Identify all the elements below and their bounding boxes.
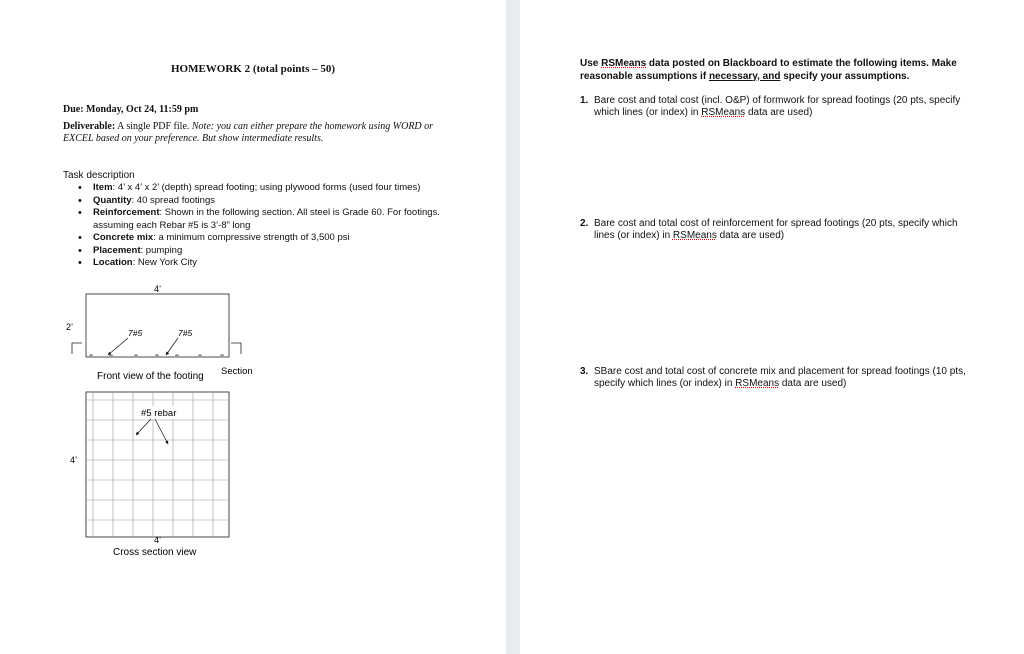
deliverable-text: A single PDF file. bbox=[115, 121, 192, 132]
deliverable-note: Note: you can either prepare the homework using WORD or EXCEL based on your preference. But show intermediate results. bbox=[63, 121, 434, 144]
intro-text: data posted on Blackboard to estimate the following items. Make reasonable assumptions if bbox=[580, 58, 957, 82]
task-item-text: : pumping bbox=[140, 244, 183, 256]
cross-side-label: 4’ bbox=[70, 455, 78, 465]
task-item-label: Item bbox=[93, 182, 113, 193]
task-item-text: : a minimum compressive strength of 3,500 psi bbox=[153, 232, 350, 243]
right-page bbox=[520, 0, 1024, 654]
task-item bbox=[78, 207, 458, 232]
task-item-label: Placement bbox=[93, 244, 141, 256]
task-list bbox=[78, 182, 458, 270]
rebar-dot bbox=[198, 354, 202, 358]
intro-text: Use bbox=[580, 58, 602, 69]
rebar-dot bbox=[155, 354, 159, 358]
intro-rsmeans: RSMeans bbox=[601, 58, 647, 69]
rebar-label-left: 7#5 bbox=[128, 328, 143, 338]
question-2 bbox=[580, 218, 970, 242]
cross-section-caption: Cross section view bbox=[113, 547, 197, 558]
task-item-text: : Shown in the following section. All steel is Grade 60. For footings. assuming each Rebar #5 is 3’-8” long bbox=[93, 207, 440, 231]
front-view bbox=[66, 284, 253, 382]
section-marker-left bbox=[72, 343, 82, 354]
question-text bbox=[580, 95, 970, 119]
task-item bbox=[78, 195, 458, 208]
question-text-part: data are used) bbox=[779, 378, 847, 389]
question-text-part: Bare cost and total cost of reinforcement for spread footings (20 pts, specify which lines (or index) in bbox=[594, 218, 958, 241]
footing-diagrams bbox=[0, 280, 506, 580]
rebar-label-right: 7#5 bbox=[178, 328, 193, 338]
task-description-heading: Task description bbox=[63, 170, 135, 181]
front-view-caption: Front view of the footing bbox=[97, 371, 204, 382]
intro-text: specify your assumptions. bbox=[780, 70, 910, 82]
left-page bbox=[0, 0, 506, 654]
rebar-dot bbox=[109, 354, 113, 358]
question-number: 1. bbox=[580, 95, 589, 106]
question-number: 2. bbox=[580, 218, 589, 229]
task-item-label: Location bbox=[93, 257, 133, 268]
question-text-part: Bare cost and total cost (incl. O&P) of formwork for spread footings (20 pts, specify which lines (or index) in bbox=[594, 95, 961, 118]
question-text bbox=[580, 366, 970, 390]
task-item bbox=[78, 182, 458, 195]
task-item bbox=[78, 245, 458, 258]
deliverable-paragraph bbox=[63, 121, 458, 145]
cross-bottom-label: 4’ bbox=[154, 535, 162, 545]
question-number: 3. bbox=[580, 366, 589, 377]
deliverable-label: Deliverable: bbox=[63, 121, 116, 132]
due-date: Due: Monday, Oct 24, 11:59 pm bbox=[63, 104, 199, 115]
task-item bbox=[78, 232, 458, 245]
task-item-text: : 4’ x 4’ x 2’ (depth) spread footing; using plywood forms (used four times) bbox=[112, 182, 421, 193]
task-item-label: Reinforcement bbox=[93, 207, 160, 218]
rebar-dot bbox=[220, 354, 224, 358]
question-rsmeans: RSMeans bbox=[735, 378, 780, 389]
homework-title: HOMEWORK 2 (total points – 50) bbox=[170, 63, 336, 75]
question-text bbox=[580, 218, 970, 242]
question-text-part: SBare cost and total cost of concrete mix and placement for spread footings (10 pts, specify which lines (or index) in bbox=[594, 366, 966, 389]
cross-section-view bbox=[70, 392, 229, 558]
intro-necessary: necessary, and bbox=[708, 70, 781, 82]
question-rsmeans: RSMeans bbox=[701, 107, 746, 118]
section-label: Section bbox=[221, 366, 253, 377]
task-item-label: Quantity bbox=[93, 194, 132, 206]
question-text-part: data are used) bbox=[745, 107, 813, 118]
task-item-text: : New York City bbox=[132, 257, 198, 268]
instructions-paragraph bbox=[580, 58, 970, 83]
section-marker-right bbox=[231, 343, 241, 354]
rebar-dot bbox=[89, 354, 93, 358]
footing-outline bbox=[86, 294, 229, 357]
rebar-dot bbox=[175, 354, 179, 358]
task-item-label: Concrete mix bbox=[93, 232, 154, 243]
task-item bbox=[78, 257, 458, 270]
task-item-text: : 40 spread footings bbox=[131, 194, 215, 206]
rebar-arrow-left bbox=[108, 338, 128, 355]
question-text-part: data are used) bbox=[716, 230, 785, 241]
question-3 bbox=[580, 366, 970, 390]
question-1 bbox=[580, 95, 970, 119]
front-depth-label: 2’ bbox=[66, 322, 74, 332]
cross-rebar-arrow-left bbox=[136, 419, 151, 435]
rebar-arrow-right bbox=[166, 338, 178, 355]
cross-rebar-label: #5 rebar bbox=[141, 408, 177, 419]
rebar-dot bbox=[134, 354, 138, 358]
question-rsmeans: RSMeans bbox=[672, 230, 717, 241]
front-width-label: 4’ bbox=[154, 284, 162, 294]
